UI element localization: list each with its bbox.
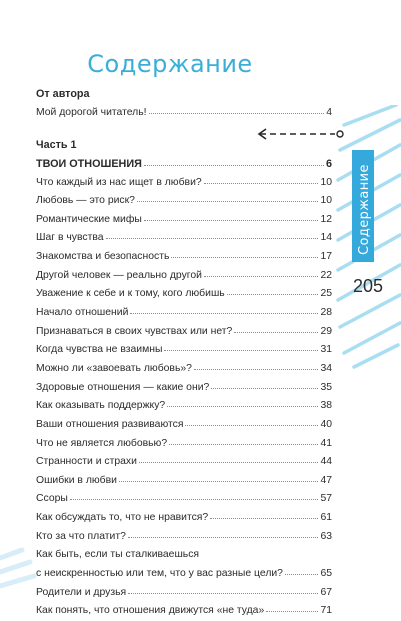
toc-entry-title: Шаг в чувства [36, 232, 104, 244]
toc-entry-page: 6 [325, 157, 332, 170]
toc-entry-page: 12 [320, 213, 332, 225]
page-title: Содержание [87, 50, 253, 78]
dot-leader [211, 380, 318, 389]
dot-leader [106, 230, 319, 239]
toc-entry[interactable] [36, 341, 332, 360]
toc-entry-title: Как обсуждать то, что не нравится? [36, 512, 209, 524]
dot-leader [285, 566, 318, 575]
toc-entry[interactable] [36, 104, 332, 123]
toc-entry-page: 10 [320, 195, 332, 207]
toc-entry-page: 14 [320, 232, 332, 244]
dot-leader [144, 157, 324, 166]
toc-entry[interactable] [36, 229, 332, 248]
toc-entry-page: 47 [320, 474, 332, 486]
toc-entry-title: Что каждый из нас ищет в любви? [36, 176, 202, 188]
toc-entry-title: Здоровые отношения — какие они? [36, 381, 210, 393]
toc-gap [36, 122, 332, 136]
toc-entry-title: Как быть, если ты сталкиваешься [36, 549, 200, 561]
toc-entry-title: Ваши отношения развиваются [36, 418, 184, 430]
dot-leader [194, 361, 319, 370]
toc-entry-title: Странности и страхи [36, 456, 137, 468]
toc-entry-page: 38 [320, 400, 332, 412]
toc-entry[interactable] [36, 192, 332, 211]
toc-entry-page: 10 [320, 176, 332, 188]
dot-leader [70, 491, 319, 500]
toc-entry-title: Часть 1 [36, 139, 77, 152]
toc-entry-page: 25 [320, 288, 332, 300]
corner-brush-decoration [0, 540, 40, 590]
dot-leader [204, 175, 319, 184]
toc-entry-title: Любовь — это риск? [36, 195, 135, 207]
toc-entry-page: 17 [320, 251, 332, 263]
toc-entry-title: Как оказывать поддержку? [36, 400, 166, 412]
toc-entry[interactable] [36, 285, 332, 304]
toc-entry-page: 40 [320, 418, 332, 430]
toc-entry-page: 34 [320, 362, 332, 374]
dot-leader [169, 436, 318, 445]
toc-entry[interactable] [36, 248, 332, 267]
toc-entry-title: Признаваться в своих чувствах или нет? [36, 325, 233, 337]
toc-entry[interactable] [36, 565, 332, 584]
toc-entry-title: Когда чувства не взаимны [36, 344, 163, 356]
dot-leader [204, 268, 319, 277]
toc-entry-title: Ссоры [36, 493, 68, 505]
toc-entry-title: От автора [36, 88, 90, 100]
toc-entry-page: 22 [320, 269, 332, 281]
toc-entry-page: 28 [320, 307, 332, 319]
dot-leader [137, 193, 319, 202]
toc-entry-title: с неискренностью или тем, что у вас разные цели? [36, 568, 283, 580]
toc-entry-page: 41 [320, 437, 332, 449]
dot-leader [130, 305, 318, 314]
toc-entry[interactable] [36, 360, 332, 379]
toc-entry[interactable] [36, 472, 332, 491]
dot-leader [149, 105, 325, 114]
toc-entry-title: Романтические мифы [36, 213, 142, 225]
toc-heading[interactable] [36, 85, 332, 104]
toc-entry-title: Как понять, что отношения движутся «не туда» [36, 605, 265, 617]
table-of-contents [36, 85, 332, 621]
toc-entry-title: Знакомства и безопасность [36, 251, 170, 263]
toc-entry[interactable] [36, 379, 332, 398]
toc-entry-title: Можно ли «завоевать любовь»? [36, 362, 192, 374]
toc-entry-title: Ошибки в любви [36, 474, 117, 486]
toc-entry-page: 44 [320, 456, 332, 468]
toc-entry-title: Родители и друзья [36, 586, 127, 598]
toc-heading[interactable] [36, 136, 332, 155]
dot-leader [144, 212, 319, 221]
toc-entry-title: Начало отношений [36, 307, 129, 319]
toc-entry[interactable] [36, 174, 332, 193]
toc-entry-page: 61 [320, 512, 332, 524]
toc-entry[interactable] [36, 323, 332, 342]
toc-entry-page: 4 [326, 106, 332, 118]
toc-entry-title: Мой дорогой читатель! [36, 106, 147, 118]
page-number: 205 [352, 276, 384, 296]
toc-entry[interactable] [36, 453, 332, 472]
toc-entry-title: Уважение к себе и к тому, кого любишь [36, 288, 225, 300]
toc-entry[interactable] [36, 435, 332, 454]
toc-entry[interactable] [36, 490, 332, 509]
dot-leader [164, 342, 318, 351]
toc-entry-page: 67 [320, 586, 332, 598]
toc-entry[interactable] [36, 155, 332, 174]
toc-entry-page: 57 [320, 493, 332, 505]
toc-entry-page: 31 [320, 344, 332, 356]
toc-entry[interactable] [36, 416, 332, 435]
toc-entry[interactable] [36, 602, 332, 621]
dot-leader [128, 529, 319, 538]
toc-entry-title: ТВОИ ОТНОШЕНИЯ [36, 157, 142, 170]
dot-leader [119, 473, 318, 482]
dot-leader [128, 585, 318, 594]
dot-leader [185, 417, 318, 426]
toc-entry[interactable] [36, 509, 332, 528]
dot-leader [210, 510, 318, 519]
dot-leader [167, 398, 318, 407]
dot-leader [171, 249, 318, 258]
toc-entry-title: Что не является любовью? [36, 437, 168, 449]
dot-leader [234, 324, 318, 333]
toc-entry[interactable] [36, 584, 332, 603]
toc-entry-page: 71 [320, 605, 332, 617]
dot-leader [227, 286, 319, 295]
toc-entry-title: Другой человек — реально другой [36, 269, 202, 281]
toc-entry[interactable] [36, 267, 332, 286]
toc-entry-page: 65 [320, 568, 332, 580]
toc-entry[interactable] [36, 528, 332, 547]
toc-entry-page: 29 [320, 325, 332, 337]
toc-entry-page: 35 [320, 381, 332, 393]
toc-entry[interactable] [36, 397, 332, 416]
toc-entry[interactable] [36, 546, 332, 565]
side-tab-label: Содержание [357, 164, 372, 255]
toc-entry-title: Кто за что платит? [36, 530, 126, 542]
dot-leader [139, 454, 319, 463]
toc-entry[interactable] [36, 304, 332, 323]
toc-entry-page: 63 [320, 530, 332, 542]
dot-leader [266, 603, 318, 612]
toc-entry[interactable] [36, 211, 332, 230]
